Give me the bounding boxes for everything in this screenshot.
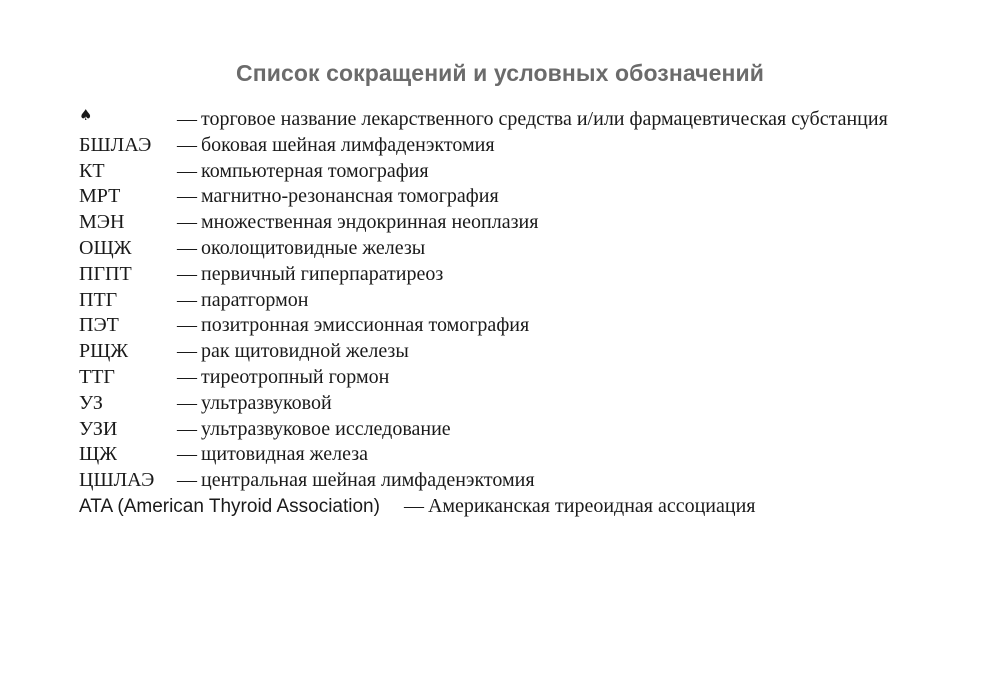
abbreviation-row <box>79 262 915 288</box>
abbreviation-row <box>79 339 915 365</box>
dash: — <box>177 133 197 156</box>
definition: первичный гиперпаратиреоз <box>201 262 444 285</box>
dash: — <box>177 417 197 440</box>
definition: ультразвуковое исследование <box>201 417 451 440</box>
definition: компьютерная томография <box>201 159 429 182</box>
abbreviation: МРТ <box>79 185 121 208</box>
abbreviation-row <box>79 236 915 262</box>
definition: магнитно-резонансная томография <box>201 185 499 208</box>
dash: — <box>403 494 424 517</box>
abbreviation-row <box>79 210 915 236</box>
dash: — <box>177 391 197 414</box>
abbreviation: МЭН <box>79 211 125 234</box>
abbreviation: ПТГ <box>79 288 118 311</box>
definition: щитовидная железа <box>201 443 368 466</box>
dash: — <box>177 108 197 130</box>
abbreviation-row <box>79 184 915 210</box>
abbreviation: ПЭТ <box>79 314 119 337</box>
definition: рак щитовидной железы <box>201 340 409 363</box>
abbreviation-row <box>79 313 915 339</box>
definition: тиреотропный гормон <box>201 365 390 388</box>
dash: — <box>177 443 197 466</box>
abbreviation-row <box>79 107 915 133</box>
dash: — <box>177 236 197 259</box>
abbreviation-row <box>79 494 915 520</box>
abbreviation: КТ <box>79 159 105 182</box>
abbreviation: УЗ <box>79 391 103 414</box>
definition: множественная эндокринная неоплазия <box>201 211 539 234</box>
abbreviation-row <box>79 391 915 417</box>
dash: — <box>177 288 197 311</box>
dash: — <box>177 159 197 182</box>
dash: — <box>177 365 197 388</box>
abbreviation: ЩЖ <box>79 443 118 466</box>
abbreviation-row <box>79 468 915 494</box>
abbreviation-row <box>79 365 915 391</box>
abbreviation-row <box>79 288 915 314</box>
abbreviation: ТТГ <box>79 365 115 388</box>
definition: торговое название лекарственного средства и/или фармацевтическая субстанция <box>201 108 888 130</box>
abbreviation: УЗИ <box>79 417 118 440</box>
abbreviation-row <box>79 442 915 468</box>
definition: центральная шейная лимфаденэктомия <box>201 469 535 492</box>
definition: Американская тиреоидная ассоциация <box>427 494 756 517</box>
definition: околощитовидные железы <box>201 236 426 259</box>
page-title: Список сокращений и условных обозначений <box>236 60 764 86</box>
dash: — <box>177 314 197 337</box>
abbreviation <box>79 494 404 520</box>
abbreviation-row <box>79 133 915 159</box>
spade-symbol: ♠ <box>79 106 93 124</box>
dash: — <box>177 211 197 234</box>
abbreviation: ЦШЛАЭ <box>79 469 155 492</box>
dash: — <box>177 262 197 285</box>
dash: — <box>177 469 197 492</box>
abbreviation: РЩЖ <box>79 340 129 363</box>
abbreviation: ОЩЖ <box>79 236 132 259</box>
definition: ультразвуковой <box>201 391 332 414</box>
abbreviation-row <box>79 417 915 443</box>
abbreviation: БШЛАЭ <box>79 133 152 156</box>
definition: боковая шейная лимфаденэктомия <box>201 133 495 156</box>
abbreviation: ПГПТ <box>79 262 132 285</box>
abbreviation-english: ATA (American Thyroid Association) <box>79 495 380 517</box>
definition: позитронная эмиссионная томография <box>201 314 530 337</box>
dash: — <box>177 185 197 208</box>
definition: паратгормон <box>201 288 309 311</box>
abbreviation-list <box>79 107 915 520</box>
abbreviation-row <box>79 159 915 185</box>
dash: — <box>177 340 197 363</box>
